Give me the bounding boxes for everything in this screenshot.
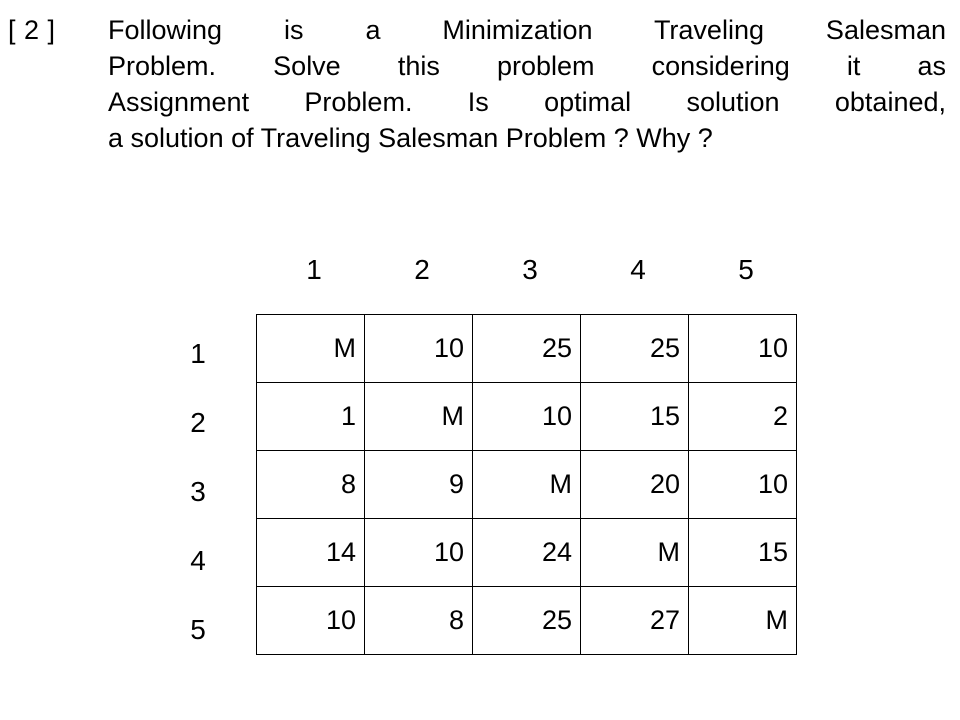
matrix-row — [257, 451, 797, 519]
matrix-cell: 8 — [257, 451, 365, 519]
matrix-cell: 25 — [473, 315, 581, 383]
matrix-cell: 10 — [365, 519, 473, 587]
column-header: 3 — [522, 254, 538, 285]
matrix-row — [257, 587, 797, 655]
matrix-cell: 10 — [689, 451, 797, 519]
matrix-cell: M — [689, 587, 797, 655]
matrix-cell: 15 — [689, 519, 797, 587]
column-header: 5 — [738, 254, 754, 285]
question-line: Following is a Minimization Traveling Salesman — [108, 15, 946, 45]
matrix-row — [257, 315, 797, 383]
cost-matrix — [256, 314, 797, 655]
matrix-cell: M — [257, 315, 365, 383]
matrix-cell: 25 — [473, 587, 581, 655]
question-text — [108, 12, 946, 156]
row-header: 4 — [190, 545, 206, 576]
row-header: 5 — [190, 614, 206, 645]
matrix-cell: 8 — [365, 587, 473, 655]
matrix-cell: M — [581, 519, 689, 587]
matrix-cell: 20 — [581, 451, 689, 519]
column-header: 4 — [630, 254, 646, 285]
question-line: Assignment Problem. Is optimal solution obtained, — [108, 87, 946, 117]
matrix-cell: 15 — [581, 383, 689, 451]
matrix-cell: 10 — [257, 587, 365, 655]
matrix-cell: 10 — [689, 315, 797, 383]
matrix-cell: M — [473, 451, 581, 519]
matrix-cell: 2 — [689, 383, 797, 451]
row-header: 2 — [190, 407, 206, 438]
matrix-cell: 14 — [257, 519, 365, 587]
matrix-row — [257, 383, 797, 451]
question-line: a solution of Traveling Salesman Problem ? Why ? — [108, 123, 713, 153]
question-line: Problem. Solve this problem considering it as — [108, 51, 946, 81]
matrix-cell: 9 — [365, 451, 473, 519]
question-number: [ 2 ] — [8, 15, 56, 45]
matrix-cell: 10 — [365, 315, 473, 383]
matrix-cell: M — [365, 383, 473, 451]
column-header: 2 — [414, 254, 430, 285]
matrix-cell: 25 — [581, 315, 689, 383]
matrix-cell: 24 — [473, 519, 581, 587]
matrix-row — [257, 519, 797, 587]
matrix-cell: 10 — [473, 383, 581, 451]
column-header: 1 — [306, 254, 322, 285]
row-header: 1 — [190, 338, 206, 369]
matrix-cell: 27 — [581, 587, 689, 655]
row-header: 3 — [190, 476, 206, 507]
matrix-cell: 1 — [257, 383, 365, 451]
